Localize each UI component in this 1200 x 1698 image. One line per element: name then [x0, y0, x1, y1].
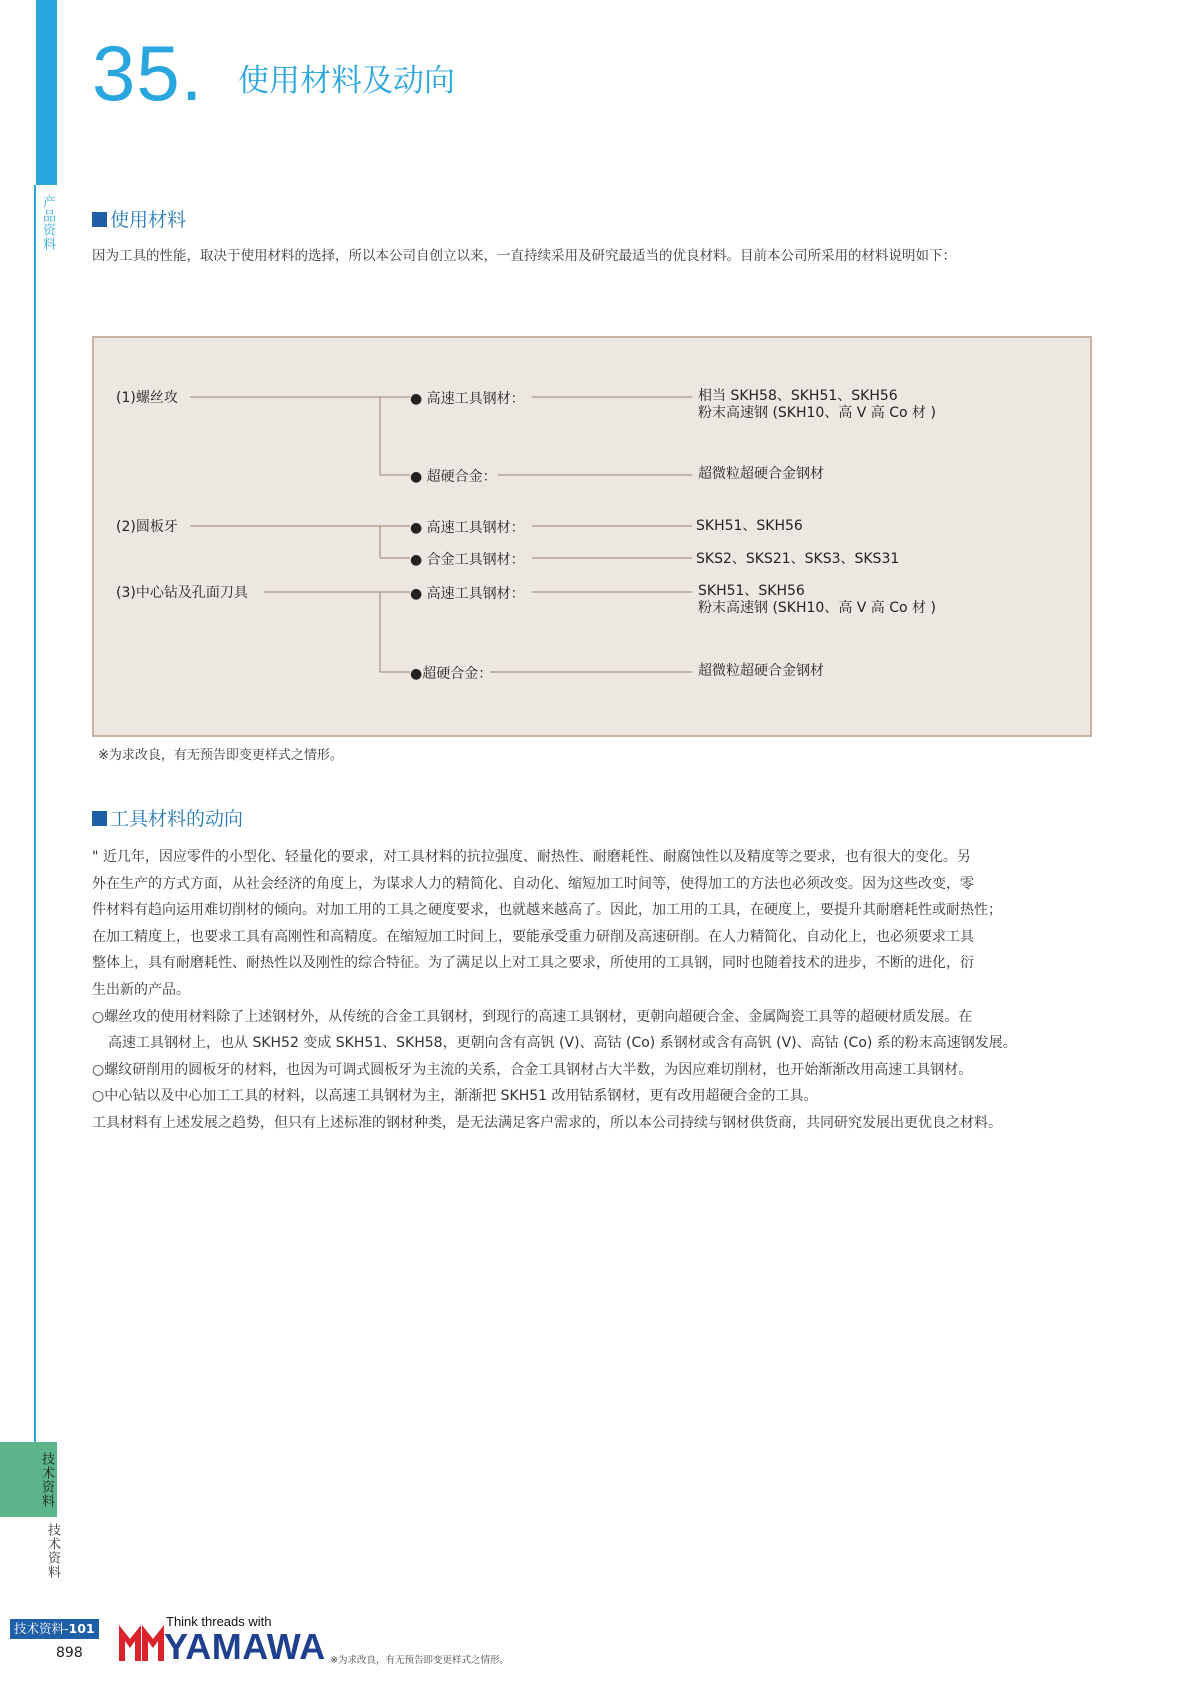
material-type: ● 超硬合金： [410, 469, 497, 485]
group-label-center-drills: (3)中心钻及孔面刀具 [116, 585, 248, 601]
footer-note: ※为求改良，有无预告即变更样式之情形。 [330, 1655, 509, 1666]
group-label-dies: (2)圆板牙 [116, 519, 178, 535]
body-line: 件材料有趋向运用难切削材的倾向。对加工用的工具之硬度要求，也就越来越高了。因此，加工用的工具，在硬度上，要提升其耐磨耗性或耐热性； [92, 902, 1002, 919]
body-line: 在加工精度上，也要求工具有高刚性和高精度。在缩短加工时间上，要能承受重力研削及高速研削。在人力精简化、自动化上，也必须要求工具 [92, 928, 974, 945]
section-heading-materials [92, 205, 186, 232]
section-heading-text: 使用材料 [110, 209, 187, 231]
material-type: ● 合金工具钢材： [410, 552, 525, 568]
material-value: 超微粒超硬合金钢材 [698, 663, 824, 679]
intro-paragraph: 因为工具的性能，取决于使用材料的选择，所以本公司自创立以来，一直持续采用及研究最适当的优良材料。目前本公司所采用的材料说明如下： [92, 248, 956, 264]
material-value: SKH51、SKH56 [698, 583, 805, 599]
section-heading-text: 工具材料的动向 [110, 808, 244, 830]
material-value: SKH51、SKH56 [696, 518, 803, 534]
page-number: 898 [56, 1645, 83, 1661]
material-value: 超微粒超硬合金钢材 [698, 466, 824, 482]
diagram-footnote: ※为求改良，有无预告即变更样式之情形。 [98, 748, 343, 763]
page-badge [10, 1619, 99, 1639]
diagram-connector-lines [94, 338, 1094, 739]
body-line: 外在生产的方式方面，从社会经济的角度上，为谋求人力的精简化、自动化、缩短加工时间等，使得加工的方法也必须改变。因为这些改变，零 [92, 875, 974, 892]
material-value: 粉末高速钢 (SKH10、高 V 高 Co 材 ) [698, 600, 936, 616]
material-value: 相当 SKH58、SKH51、SKH56 [698, 388, 898, 404]
material-type: ● 高速工具钢材： [410, 391, 525, 407]
bullet-line: ○螺丝攻的使用材料除了上述钢材外，从传统的合金工具钢材，到现行的高速工具钢材，更朝向超硬合金、金属陶瓷工具等的超硬材质发展。在 [92, 1008, 973, 1025]
material-value: SKS2、SKS21、SKS3、SKS31 [696, 551, 900, 567]
bullet-line: ○螺纹研削用的圆板牙的材料，也因为可调式圆板牙为主流的关系，合金工具钢材占大半数，为因应难切削材，也开始渐渐改用高速工具钢材。 [92, 1061, 973, 1078]
trends-body [92, 844, 1102, 1137]
side-rule [34, 185, 36, 1455]
body-line: " 近几年，因应零件的小型化、轻量化的要求，对工具材料的抗拉强度、耐热性、耐磨耗性、耐腐蚀性以及精度等之要求，也有很大的变化。另 [92, 849, 971, 865]
body-line: 工具材料有上述发展之趋势，但只有上述标准的钢材种类，是无法满足客户需求的，所以本公司持续与钢材供货商，共同研究发展出更优良之材料。 [92, 1114, 1002, 1131]
square-bullet-icon [92, 212, 107, 227]
chapter-color-bar [36, 0, 57, 185]
section-heading-trends [92, 804, 243, 831]
group-label-taps: (1)螺丝攻 [116, 390, 178, 406]
material-value: 粉末高速钢 (SKH10、高 V 高 Co 材 ) [698, 405, 936, 421]
side-label-product: 产品资料 [40, 195, 55, 251]
material-type: ● 高速工具钢材： [410, 586, 525, 602]
badge-prefix: 技术资料- [14, 1621, 69, 1636]
bullet-continuation: 高速工具钢材上，也从 SKH52 变成 SKH51、SKH58，更朝向含有高钒 (V)、高钴 (Co) 系钢材或含有高钒 (V)、高钴 (Co) 系的粉末高速钢发展。 [108, 1035, 1017, 1052]
badge-number: 101 [68, 1621, 95, 1636]
materials-tree-diagram [92, 336, 1092, 737]
brand-name: YAMAWA [164, 1626, 326, 1667]
body-line: 生出新的产品。 [92, 981, 190, 998]
material-type: ●超硬合金： [410, 666, 493, 682]
brand-tagline: Think threads with [166, 1614, 272, 1629]
square-bullet-icon [92, 811, 107, 826]
side-label-tech: 技术资料 [45, 1523, 60, 1579]
material-type: ● 高速工具钢材： [410, 520, 525, 536]
body-line: 整体上，具有耐磨耗性、耐热性以及刚性的综合特征。为了满足以上对工具之要求，所使用的工具钢，同时也随着技术的进步，不断的进化，衍 [92, 955, 974, 972]
chapter-title: 使用材料及动向 [238, 63, 455, 99]
chapter-number: 35. [92, 29, 204, 117]
side-label-tech-tab: 技术资料 [39, 1452, 54, 1508]
bullet-line: ○中心钻以及中心加工工具的材料，以高速工具钢材为主，渐渐把 SKH51 改用钴系钢材，更有改用超硬合金的工具。 [92, 1088, 818, 1105]
